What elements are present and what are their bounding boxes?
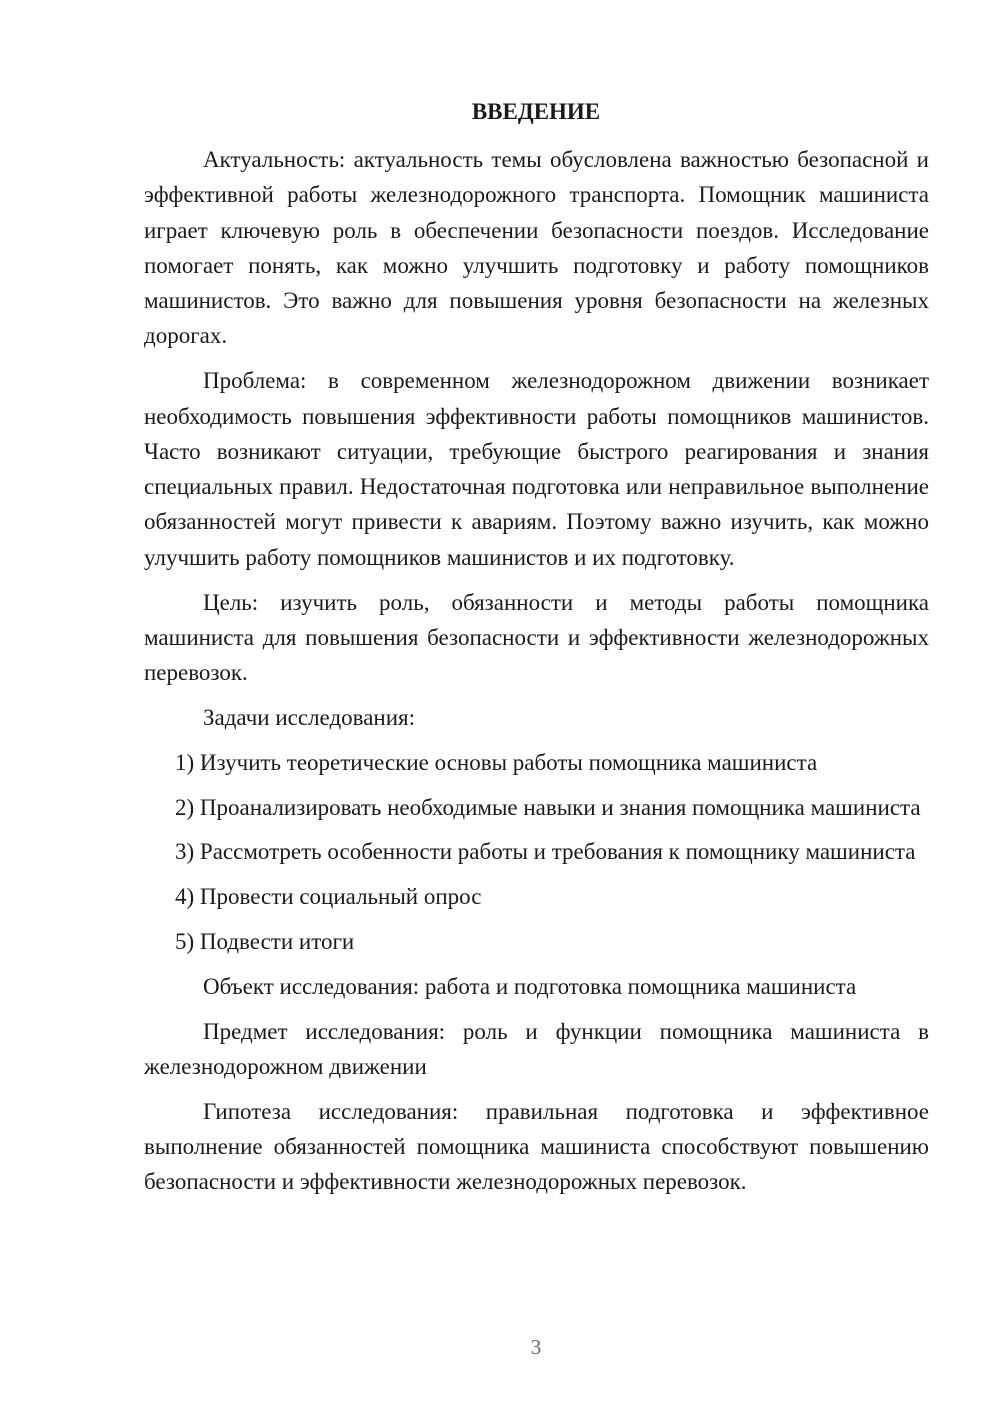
paragraph-tasks-heading: Задачи исследования:	[203, 704, 416, 730]
task-item: 1) Изучить теоретические основы работы помощника машиниста	[175, 749, 818, 775]
page-number: 3	[530, 1335, 542, 1359]
task-item: 4) Провести социальный опрос	[175, 884, 482, 910]
paragraph-object: Объект исследования: работа и подготовка помощника машиниста	[203, 973, 857, 999]
paragraph-problem: Проблема: в современном железнодорожном движении возникает необходимость повышения эффективности работы помощников машинистов. Часто возникают ситуации, требующие быстрого реагирования и знания специальных правил. Недостаточная подготовка или неправильное выполнение обязанностей могут привести к авариям. Поэтому важно изучить, как можно улучшить работу помощников машинистов и их подготовку.	[144, 368, 929, 570]
paragraph-relevance: Актуальность: актуальность темы обусловлена важностью безопасной и эффективной работы железнодорожного транспорта. Помощник машиниста играет ключевую роль в обеспечении безопасности поездов. Исследование помогает понять, как можно улучшить подготовку и работу помощников машинистов. Это важно для повышения уровня безопасности на железных дорогах.	[144, 147, 929, 349]
paragraph-goal: Цель: изучить роль, обязанности и методы работы помощника машиниста для повышения безопасности и эффективности железнодорожных перевозок.	[144, 589, 929, 686]
body-text	[144, 142, 929, 1209]
task-item: 3) Рассмотреть особенности работы и требования к помощнику машиниста	[175, 839, 916, 865]
paragraph-hypothesis: Гипотеза исследования: правильная подготовка и эффективное выполнение обязанностей помощника машиниста способствуют повышению безопасности и эффективности железнодорожных перевозок.	[144, 1098, 929, 1195]
task-item: 5) Подвести итоги	[175, 928, 355, 954]
task-item: 2) Проанализировать необходимые навыки и знания помощника машиниста	[175, 794, 921, 820]
page-title: ВВЕДЕНИЕ	[471, 99, 601, 124]
paragraph-subject: Предмет исследования: роль и функции помощника машиниста в железнодорожном движении	[144, 1018, 929, 1079]
